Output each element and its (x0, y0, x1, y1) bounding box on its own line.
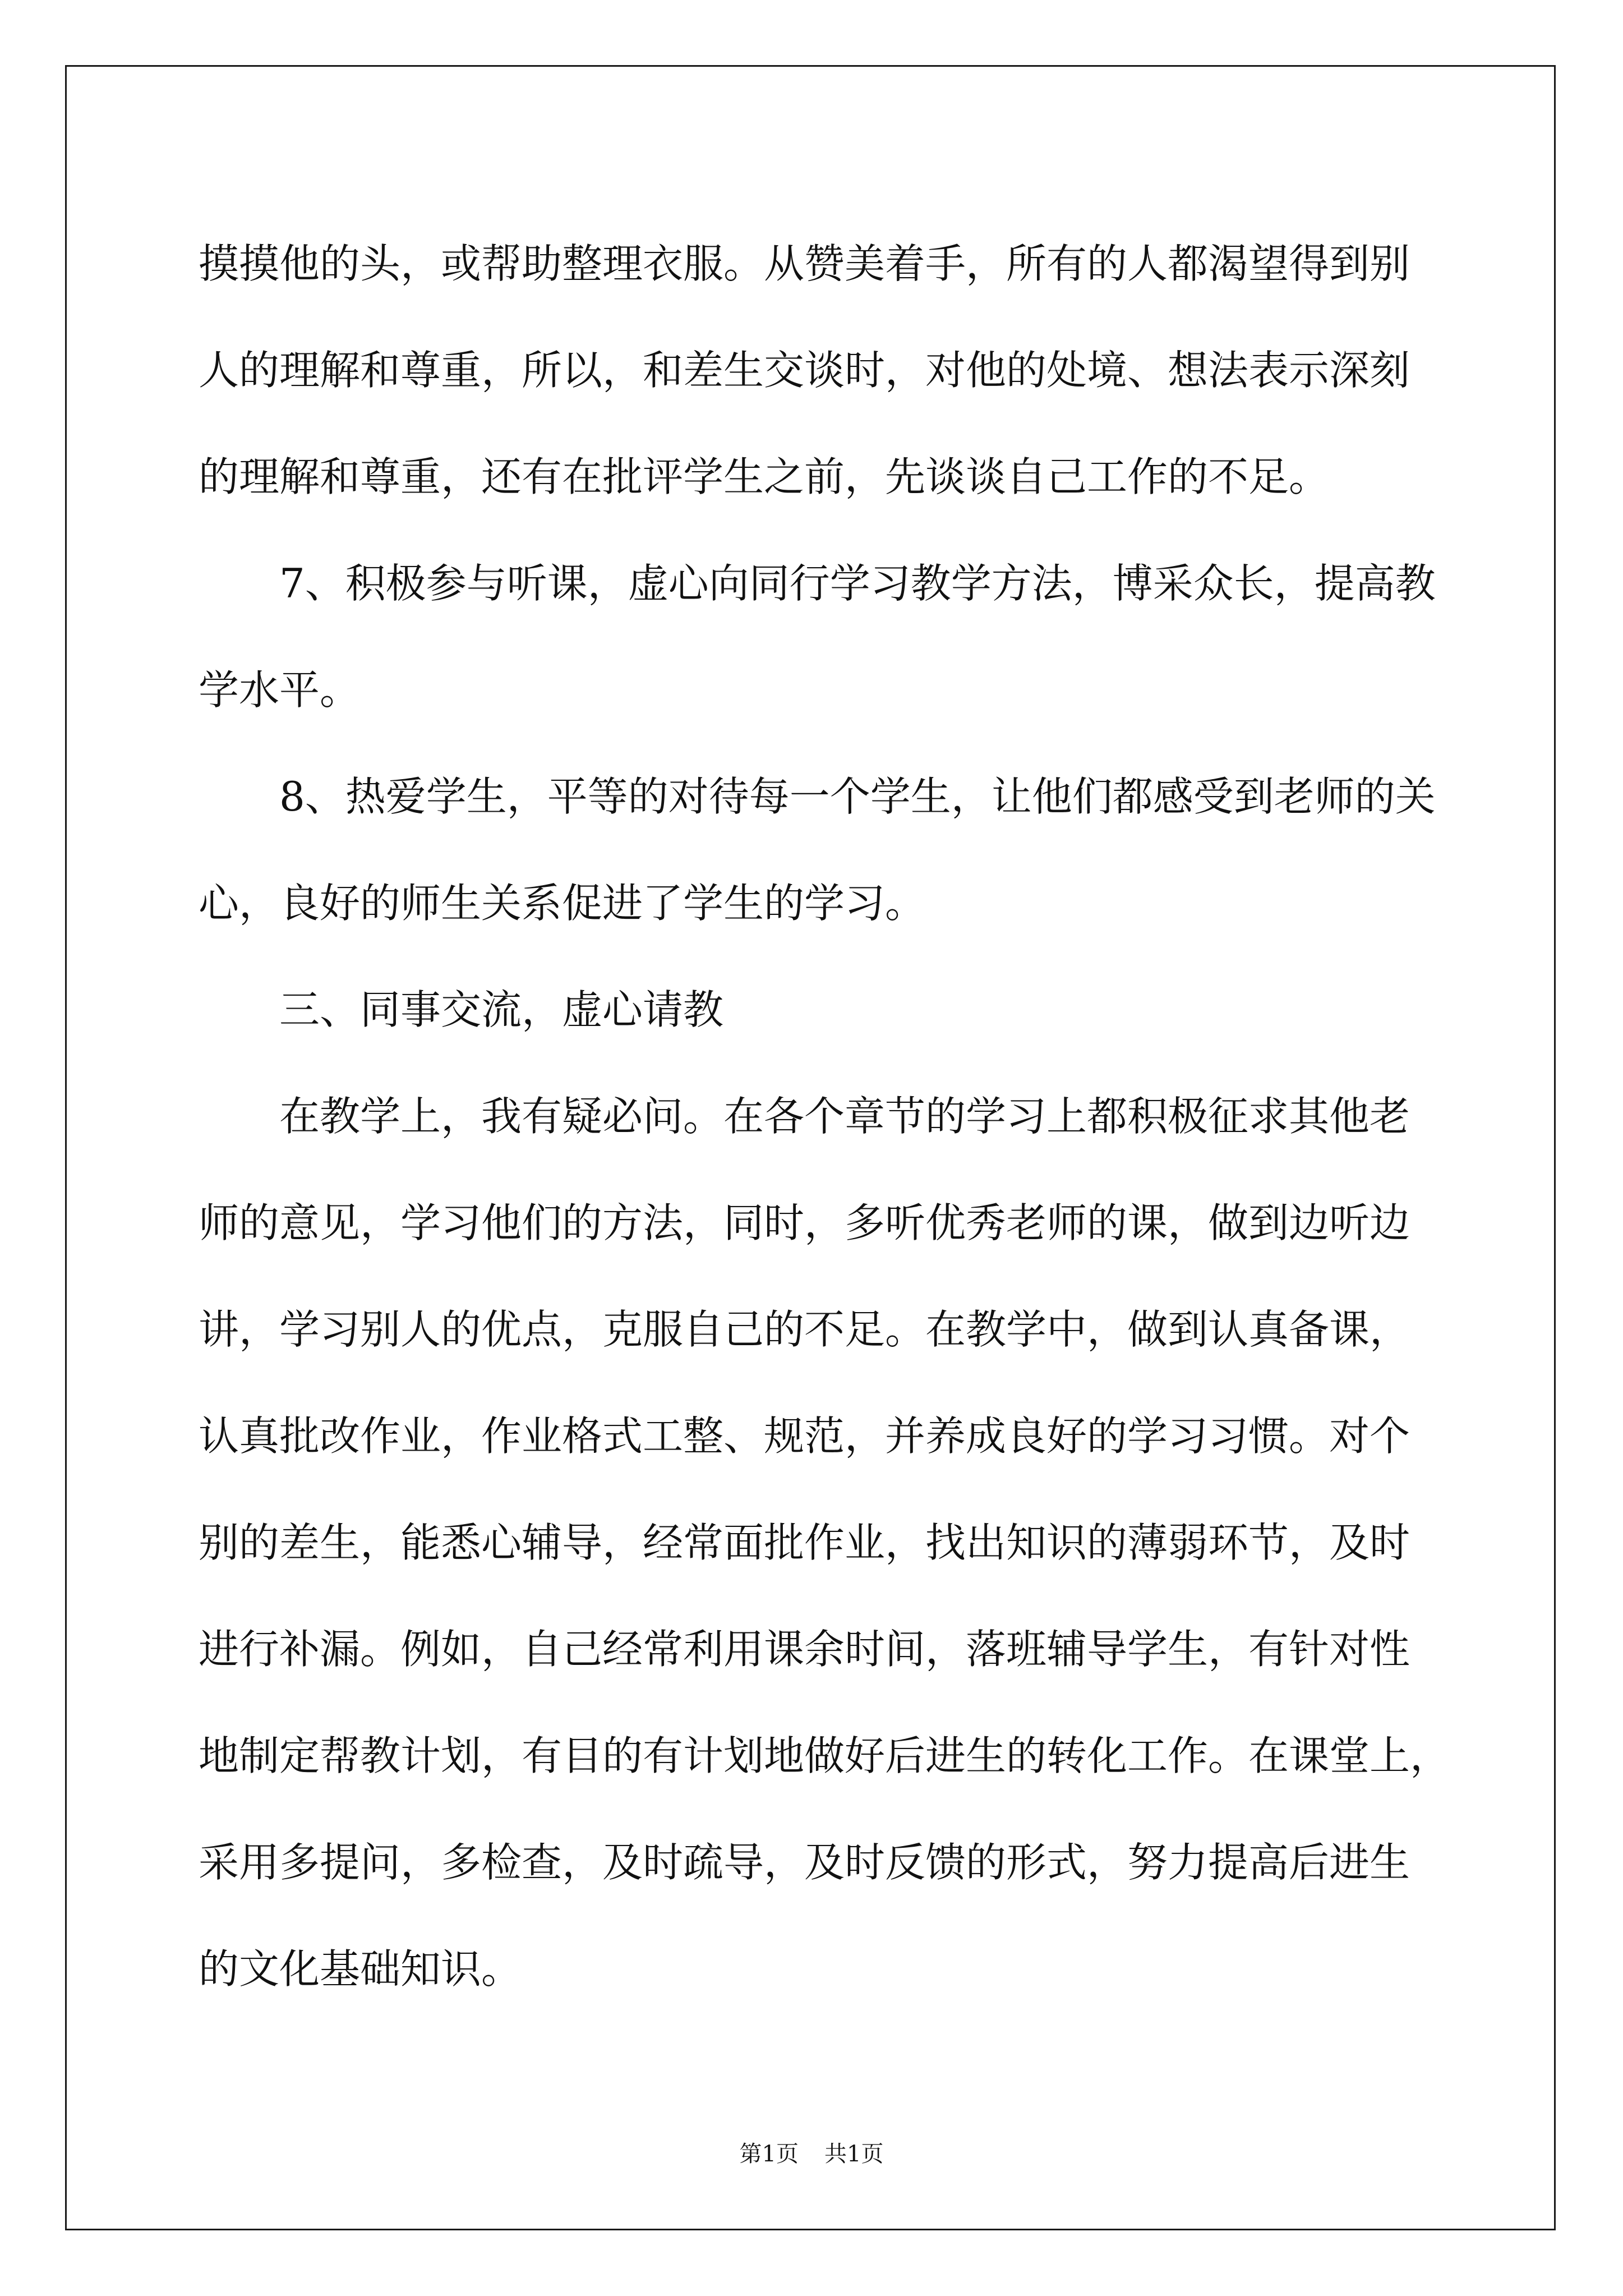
text-line: 人的理解和尊重，所以，和差生交谈时，对他的处境、想法表示深刻 (199, 347, 1410, 394)
page-total: 共1页 (824, 2141, 884, 2167)
text-line: 的理解和尊重，还有在批评学生之前，先谈谈自己工作的不足。 (199, 453, 1330, 500)
text-line: 讲，学习别人的优点，克服自己的不足。在教学中，做到认真备课， (199, 1306, 1410, 1353)
section-heading: 三、同事交流，虚心请教 (279, 986, 724, 1033)
text-line: 7、积极参与听课，虚心向同行学习教学方法，博采众长，提高教 (279, 560, 1436, 607)
text-line: 的文化基础知识。 (199, 1945, 522, 1993)
text-line: 心，良好的师生关系促进了学生的学习。 (199, 880, 926, 927)
page-footer (0, 2136, 1623, 2168)
text-line: 别的差生，能悉心辅导，经常面批作业，找出知识的薄弱环节，及时 (199, 1519, 1410, 1566)
text-line: 摸摸他的头，或帮助整理衣服。从赞美着手，所有的人都渴望得到别 (199, 240, 1410, 287)
text-line: 在教学上，我有疑必问。在各个章节的学习上都积极征求其他老 (279, 1093, 1410, 1140)
text-line: 采用多提问，多检查，及时疏导，及时反馈的形式，努力提高后进生 (199, 1839, 1410, 1886)
text-line: 认真批改作业，作业格式工整、规范，并养成良好的学习习惯。对个 (199, 1412, 1410, 1460)
page-number: 第1页 (739, 2141, 799, 2167)
text-line: 8、热爱学生，平等的对待每一个学生，让他们都感受到老师的关 (279, 773, 1436, 820)
text-line: 学水平。 (199, 666, 361, 714)
text-line: 地制定帮教计划，有目的有计划地做好后进生的转化工作。在课堂上， (199, 1732, 1451, 1779)
document-body (199, 210, 1451, 2022)
text-line: 师的意见，学习他们的方法，同时，多听优秀老师的课，做到边听边 (199, 1199, 1410, 1246)
text-line: 进行补漏。例如，自己经常利用课余时间，落班辅导学生，有针对性 (199, 1626, 1410, 1673)
